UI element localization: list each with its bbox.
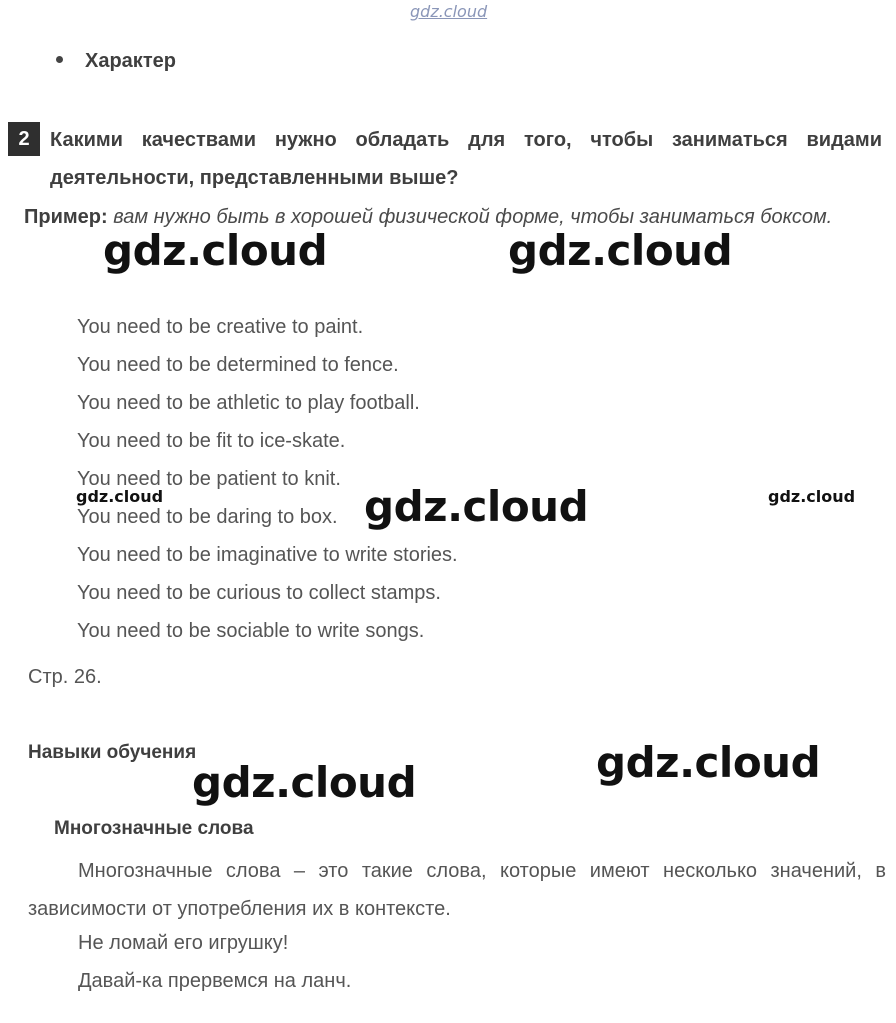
answer-line: You need to be athletic to play football. <box>77 392 420 414</box>
section-subheading: Многозначные слова <box>54 818 254 839</box>
watermark: gdz.cloud <box>364 482 589 531</box>
task-number-badge: 2 <box>8 122 40 156</box>
example-sentence: Не ломай его игрушку! <box>78 932 289 954</box>
answer-line: You need to be curious to collect stamps. <box>77 582 441 604</box>
page-reference: Стр. 26. <box>28 666 102 688</box>
top-watermark: gdz.cloud <box>410 2 488 21</box>
definition-paragraph: Многозначные слова – это такие слова, которые имеют несколько значений, в зависимости от употребления их в контексте. <box>28 860 886 920</box>
answer-line: You need to be sociable to write songs. <box>77 620 425 642</box>
watermark: gdz.cloud <box>596 738 821 787</box>
task-question: Какими качествами нужно обладать для того, чтобы заниматься видами деятельности, представленными выше? <box>50 129 882 189</box>
example-text: вам нужно быть в хорошей физической форме, чтобы заниматься боксом. <box>113 206 833 228</box>
answer-line: You need to be patient to knit. <box>77 468 341 490</box>
section-heading: Навыки обучения <box>28 742 197 763</box>
answer-line: You need to be creative to paint. <box>77 316 364 338</box>
answer-line: You need to be determined to fence. <box>77 354 399 376</box>
answer-line: You need to be imaginative to write stories. <box>77 544 458 566</box>
answer-line: You need to be daring to box. <box>77 506 338 528</box>
bullet-item <box>56 50 176 73</box>
watermark: gdz.cloud <box>103 226 328 275</box>
watermark: gdz.cloud <box>192 758 417 807</box>
example-sentence: Давай-ка прервемся на ланч. <box>78 970 352 992</box>
watermark: gdz.cloud <box>508 226 733 275</box>
bullet-text: Характер <box>85 50 176 72</box>
watermark: gdz.cloud <box>768 487 856 506</box>
example-label: Пример: <box>24 206 108 228</box>
answer-line: You need to be fit to ice-skate. <box>77 430 346 452</box>
watermark: gdz.cloud <box>76 487 164 506</box>
bullet-icon <box>56 56 63 63</box>
